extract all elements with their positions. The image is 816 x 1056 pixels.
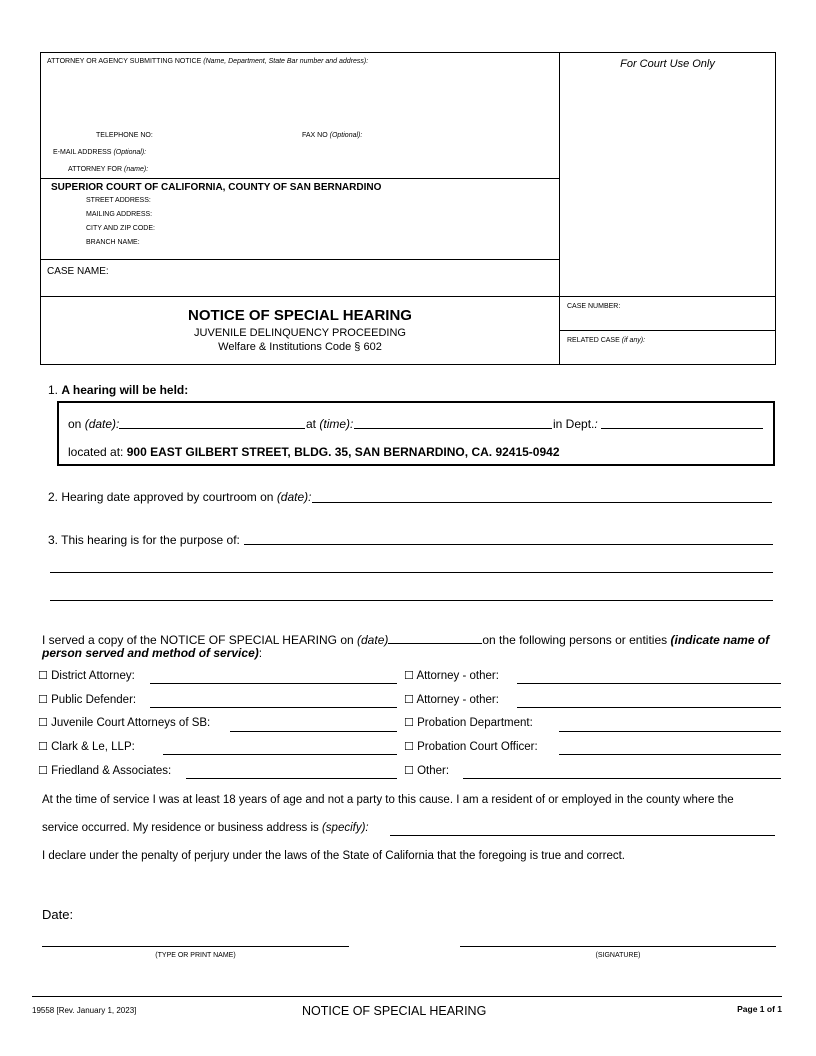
date-label: Date: [42,907,74,922]
served-probation-department: ☐ Probation Department: [404,716,533,729]
service-date-field[interactable] [388,633,482,644]
court-name: SUPERIOR COURT OF CALIFORNIA, COUNTY OF SAN BERNARDINO [51,182,382,193]
case-name-label: CASE NAME: [47,266,109,277]
form-code: Welfare & Institutions Code § 602 [218,341,382,353]
court-divider [40,178,560,179]
hearing-date-field[interactable] [119,428,305,429]
checkbox-icon[interactable]: ☐ [404,764,414,777]
checkbox-icon[interactable]: ☐ [404,740,414,753]
service-intro: I served a copy of the NOTICE OF SPECIAL HEARING on (date) on the following persons or entities (indicate name of person served and method of service): [42,633,770,660]
city-zip-label: CITY AND ZIP CODE: [86,225,155,232]
other-field[interactable] [463,778,781,779]
attorney-other-1-field[interactable] [517,683,781,684]
served-clark-le: ☐ Clark & Le, LLP: [38,740,135,753]
section3-label: 3. This hearing is for the purpose of: [48,533,240,547]
telephone-label: TELEPHONE NO: [96,132,153,139]
form-subtitle: JUVENILE DELINQUENCY PROCEEDING [194,327,406,339]
checkbox-icon[interactable]: ☐ [38,716,48,729]
form-title: NOTICE OF SPECIAL HEARING [188,307,412,324]
served-juvenile-court: ☐ Juvenile Court Attorneys of SB: [38,716,211,729]
purpose-line-1[interactable] [244,544,773,545]
court-use-label: For Court Use Only [620,58,715,70]
hearing-dept-field[interactable] [601,428,763,429]
print-name-field[interactable] [42,946,349,947]
checkbox-icon[interactable]: ☐ [38,669,48,682]
form-id: 19558 [Rev. January 1, 2023] [32,1006,137,1015]
mailing-address-label: MAILING ADDRESS: [86,211,153,218]
section1-heading: 1. A hearing will be held: [48,383,189,397]
page-number: Page 1 of 1 [737,1004,782,1014]
signature-field[interactable] [460,946,776,947]
attorney-label: ATTORNEY OR AGENCY SUBMITTING NOTICE (Name, Department, State Bar number and address): [47,58,369,65]
checkbox-icon[interactable]: ☐ [38,740,48,753]
hearing-time-field[interactable] [354,428,552,429]
court-use-box [559,52,776,297]
case-number-box [559,296,776,331]
related-case-box [559,330,776,365]
header-left-box [40,52,560,297]
branch-name-label: BRANCH NAME: [86,239,140,246]
public-defender-field[interactable] [150,707,397,708]
related-case-label: RELATED CASE (if any): [567,337,646,344]
declaration-line-2: service occurred. My residence or business address is (specify): [42,822,369,834]
print-name-label: (TYPE OR PRINT NAME) [155,952,236,959]
approved-date-field[interactable] [312,502,772,503]
email-label: E-MAIL ADDRESS (Optional): [53,149,147,156]
case-name-divider [40,259,560,260]
district-attorney-field[interactable] [150,683,397,684]
checkbox-icon[interactable]: ☐ [38,693,48,706]
clark-le-field[interactable] [163,754,397,755]
checkbox-icon[interactable]: ☐ [404,693,414,706]
hearing-time-label: at (time): [306,417,354,431]
footer-title: NOTICE OF SPECIAL HEARING [302,1004,487,1018]
hearing-dept-label: in Dept.: [553,417,598,431]
declaration-line-1: At the time of service I was at least 18 years of age and not a party to this cause. I am a resident of or employed in the county where the [42,794,734,806]
located-at: located at: 900 EAST GILBERT STREET, BLDG. 35, SAN BERNARDINO, CA. 92415-0942 [68,445,560,459]
checkbox-icon[interactable]: ☐ [404,669,414,682]
served-attorney-other-1: ☐ Attorney - other: [404,669,499,682]
purpose-line-2[interactable] [50,572,773,573]
case-number-label: CASE NUMBER: [567,303,621,310]
served-district-attorney: ☐ District Attorney: [38,669,135,682]
fax-label: FAX NO (Optional): [302,132,363,139]
checkbox-icon[interactable]: ☐ [404,716,414,729]
friedland-field[interactable] [186,778,397,779]
residence-address-field[interactable] [390,835,775,836]
attorney-for-label: ATTORNEY FOR (name): [68,166,149,173]
served-public-defender: ☐ Public Defender: [38,693,137,706]
served-probation-officer: ☐ Probation Court Officer: [404,740,538,753]
hearing-date-label: on (date): [68,417,120,431]
served-attorney-other-2: ☐ Attorney - other: [404,693,499,706]
signature-label: (SIGNATURE) [595,952,641,959]
juvenile-court-field[interactable] [230,731,397,732]
served-other: ☐ Other: [404,764,450,777]
section2-label: 2. Hearing date approved by courtroom on (date): [48,490,312,504]
footer-rule [32,996,782,997]
probation-officer-field[interactable] [559,754,781,755]
purpose-line-3[interactable] [50,600,773,601]
street-address-label: STREET ADDRESS: [86,197,151,204]
probation-department-field[interactable] [559,731,781,732]
served-friedland: ☐ Friedland & Associates: [38,764,172,777]
declaration-line-3: I declare under the penalty of perjury under the laws of the State of California that the foregoing is true and correct. [42,850,626,862]
checkbox-icon[interactable]: ☐ [38,764,48,777]
attorney-other-2-field[interactable] [517,707,781,708]
